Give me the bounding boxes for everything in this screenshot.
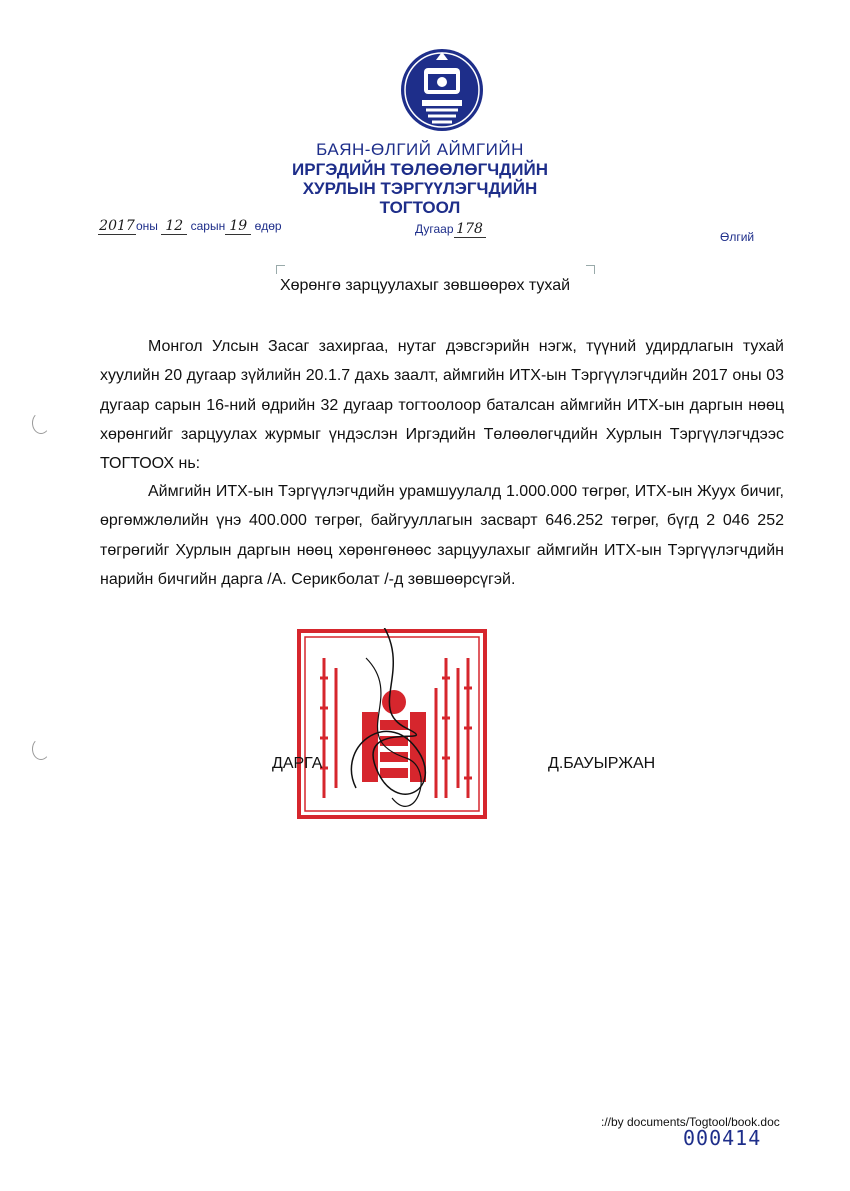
org-line-3: ХУРЛЫН ТЭРГҮҮЛЭГЧДИЙН: [302, 179, 538, 198]
month-label: сарын: [190, 219, 226, 233]
serial-number: 000414: [683, 1126, 762, 1150]
state-emblem-icon: [398, 40, 486, 140]
binder-hole-mark: [32, 412, 50, 434]
year-label: оны: [136, 219, 158, 233]
document-type: ТОГТООЛ: [379, 198, 461, 217]
number-label: Дугаар: [415, 222, 454, 236]
body-paragraph-1: Монгол Улсын Засаг захиргаа, нутаг дэвсгэрийн нэгж, түүний удирдлагын тухай хуулийн 20 дугаар зүйлийн 20.1.7 дахь заалт, аймгийн ИТХ-ын Тэргүүлэгчдийн 2017 оны 03 дугаар сарын 16-ний өдрийн 32 дугаар тогтоолоор баталсан аймгийн ИТХ-ын даргын нөөц хөрөнгийг зарцуулах журмыг үндэслэн Иргэдийн Төлөөлөгчдийн Хурлын Тэргүүлэгчдээс ТОГТООХ нь:: [100, 338, 784, 473]
document-number: [415, 221, 486, 238]
file-path: ://by documents/Togtool/book.doc: [601, 1115, 780, 1129]
date-day: 19: [225, 218, 251, 235]
official-seal-stamp: [296, 628, 488, 820]
day-label: өдөр: [254, 219, 282, 233]
binder-hole-mark: [32, 738, 50, 760]
subject-bracket-left: [276, 265, 285, 274]
body-paragraph-2: Аймгийн ИТХ-ын Тэргүүлэгчдийн урамшуулалд 1.000.000 төгрөг, ИТХ-ын Жуух бичиг, өргөмжлөлийн үнэ 400.000 төгрөг, байгууллагын засварт 646.252 төгрөг, бүгд 2 046 252 төгрөгийг Хурлын даргын нөөц хөрөнгөнөөс зарцуулахыг аймгийн ИТХ-ын Тэргүүлэгчдийн нарийн бичгийн дарга /А. Серикболат /-д зөвшөөрсүгэй.: [100, 483, 784, 588]
signatory-name: Д.БАУЫРЖАН: [548, 755, 656, 772]
org-line-1: БАЯН-ӨЛГИЙ АЙМГИЙН: [316, 140, 524, 159]
number-value: 178: [454, 221, 486, 238]
subject-bracket-right: [586, 265, 595, 274]
signatory-title: ДАРГА: [272, 755, 323, 772]
date-year: 2017: [99, 218, 135, 234]
city: Өлгий: [720, 230, 755, 244]
org-line-2: ИРГЭДИЙН ТӨЛӨӨЛӨГЧДИЙН: [292, 160, 548, 179]
date-month: 12: [161, 218, 187, 235]
date-line: [98, 218, 282, 235]
subject-title: Хөрөнгө зарцуулахыг зөвшөөрөх тухай: [279, 277, 571, 294]
